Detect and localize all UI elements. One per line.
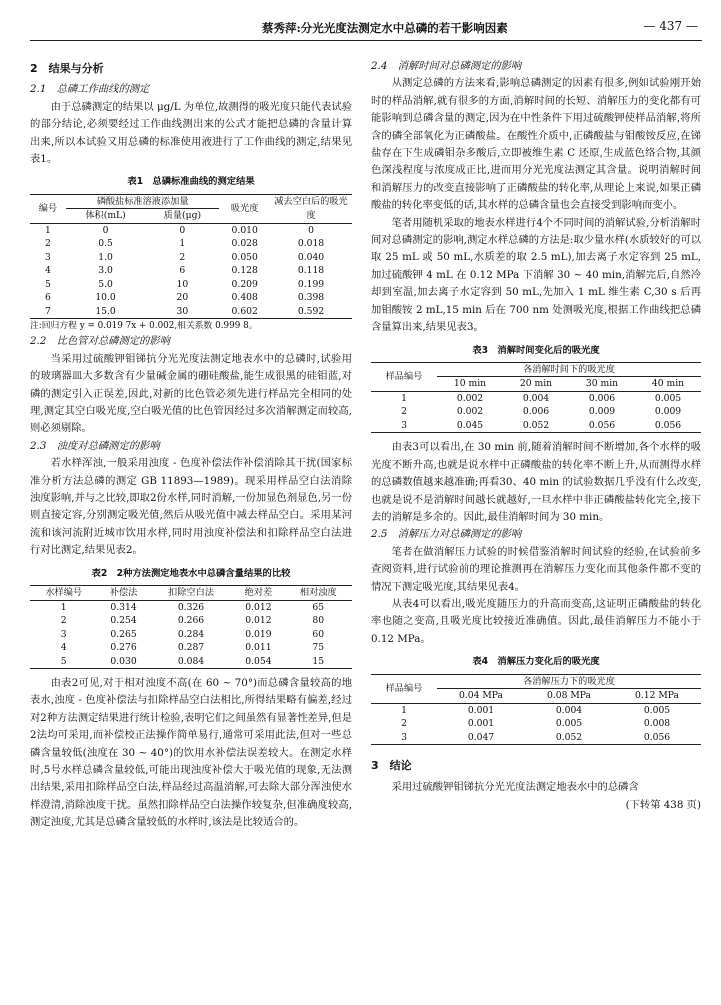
- table-cell: 60: [312, 628, 325, 640]
- table-4: [371, 674, 701, 746]
- table-cell: 0.398: [297, 292, 325, 304]
- table-header: 20 min: [519, 378, 553, 390]
- table-2: [30, 585, 352, 669]
- table-header: 各消解时间下的吸光度: [437, 362, 701, 377]
- paragraph: 笔者用随机采取的地表水样进行4个不同时间的消解试验,分析消解时间对总磷测定的影响,测定水样总磷的方法是:取少量水样(水质较好的可以取 25 mL 或 50 mL,水质差的取 2.5 mL),加去离子水定容到 25 mL,加过硫酸钾 4 mL 在 0.12 MPa 下消解 30 ~ 40 min,消解完后,自然冷却到室温,加去离子水定容到 50 mL,先加入 1 mL 维生素 C,30 s 后再加钼酸铵 2 mL,15 min 后在 700 nm 处测吸光度,根据工作曲线把总磷含量算出来,结果见表3。: [371, 216, 701, 334]
- table-row: [30, 628, 352, 642]
- table-row: [30, 223, 352, 237]
- paragraph: 笔者在做消解压力试验的时候借鉴消解时间试验的经验,在试验前多查阅资料,进行试验前的理论推测再在消解压力变化而其他条件都不变的情况下测定吸光度,其结果见表4。: [371, 545, 701, 593]
- table-cell: 3: [60, 628, 67, 640]
- table-cell: 0.004: [555, 704, 583, 716]
- subsection-heading: 2.3 浊度对总磷测定的影响: [30, 439, 160, 452]
- table-cell: 7: [44, 305, 51, 317]
- table-header: 补偿法: [109, 587, 138, 599]
- table-cell: 0.006: [588, 392, 616, 404]
- table-row: [30, 600, 352, 614]
- table-header: 编号: [38, 203, 58, 215]
- table-header: 30 min: [585, 378, 619, 390]
- table-cell: 0.012: [245, 615, 272, 627]
- table-cell: 6: [44, 292, 51, 304]
- table-cell: 0.199: [297, 278, 325, 290]
- table-row: [371, 703, 701, 717]
- table-cell: 3: [44, 251, 51, 263]
- table-cell: 0.005: [643, 704, 671, 716]
- table-cell: 15.0: [95, 305, 116, 317]
- table-cell: 2: [401, 406, 407, 418]
- table-cell: 0.052: [522, 419, 550, 431]
- subsection-heading: 2.5 消解压力对总磷测定的影响: [371, 528, 522, 541]
- table-header: 减去空白后的吸光度: [274, 196, 348, 221]
- table-row: [30, 614, 352, 628]
- table-header: 相对浊度: [299, 587, 337, 599]
- subsection-heading: 2.1 总磷工作曲线的测定: [30, 83, 150, 96]
- table-header: 样品编号: [385, 371, 423, 383]
- subsection-heading: 2.4 消解时间对总磷测定的影响: [371, 60, 522, 72]
- table-cell: 4: [44, 265, 51, 277]
- header-rule: [30, 40, 702, 41]
- table-cell: 2: [179, 251, 186, 263]
- table-row: [30, 278, 352, 292]
- table-cell: 2: [60, 615, 67, 627]
- paragraph: 从表4可以看出,吸光度随压力的升高而变高,这证明正磷酸盐的转化率也随之变高,且吸光度比较接近准确值。因此,最佳消解压力不能小于 0.12 MPa。: [371, 598, 701, 645]
- table-cell: 1: [401, 392, 407, 404]
- table-cell: 0.5: [98, 238, 113, 250]
- table-header: 吸光度: [230, 203, 259, 215]
- table-cell: 0.002: [456, 392, 484, 404]
- paragraph: 由表2可见,对于相对浊度不高(在 60 ~ 70°)而总磷含量较高的地表水,浊度 - 色度补偿法与扣除样品空白法相比,所得结果略有偏差,经过对2种方法测定结果进行统计检验,表明它们之间虽然有显著性差异,但是2法均可采用,而补偿校正法操作简单易行,通常可采用此法,但对一些总磷含量较低(浊度在 30 ~ 40°)的饮用水补偿法误差较大。在测定水样时,5号水样总磷含量较低,可能出现浊度补偿大于吸光值的现象,无法测出结果,采用扣除样品空白法,样品经过高温消解,可去除大部分浑浊使水样澄清,消除浊度干扰。虽然扣除样品空白法操作较复杂,但准确度较高,测定浊度,尤其是总磷含量较低的水样时,该法是比较适合的。: [30, 677, 353, 829]
- table-cell: 1: [44, 224, 51, 236]
- table-cell: 0.009: [654, 406, 682, 418]
- table-cell: 0.287: [177, 642, 205, 654]
- paragraph: 由于总磷测定的结果以 μg/L 为单位,故测得的吸光度只能代表试验的部分结论,必须要经过工作曲线测出来的公式才能把总磷的含量计算出来,所以本试验又用总磷的标准使用液进行了工作曲线的测定,结果见表1。: [30, 100, 352, 166]
- table-row: [30, 641, 352, 655]
- table-cell: 0.005: [555, 718, 583, 730]
- table-cell: 1.0: [98, 251, 113, 263]
- table-cell: 80: [312, 615, 325, 627]
- table-header: 体积(mL): [85, 210, 126, 222]
- table-cell: 0.028: [231, 238, 258, 250]
- table-cell: 0.056: [643, 731, 671, 743]
- table-cell: 0.602: [231, 305, 258, 317]
- table-cell: 0.001: [467, 718, 495, 730]
- table-cell: 10.0: [95, 292, 116, 304]
- table-header: 扣除空白法: [168, 587, 214, 599]
- table-cell: 1: [60, 601, 67, 613]
- table-cell: 5: [60, 655, 67, 667]
- paragraph: 采用过硫酸钾钼锑抗分光光度法测定地表水中的总磷含: [391, 780, 639, 793]
- table-row: [371, 391, 701, 405]
- table-cell: 0.209: [231, 278, 258, 290]
- table-cell: 0.052: [555, 731, 583, 743]
- table-cell: 0.056: [654, 419, 682, 431]
- table-cell: 0.045: [456, 419, 484, 431]
- table-cell: 2: [44, 238, 51, 250]
- table-cell: 0.040: [297, 251, 325, 263]
- table-cell: 6: [179, 265, 186, 277]
- table-row: [30, 251, 352, 265]
- table-cell: 15: [312, 655, 325, 667]
- continuation-note: (下转第 438 页): [625, 799, 701, 811]
- table-caption: 表2 2种方法测定地表水中总磷含量结果的比较: [91, 567, 291, 579]
- table-cell: 3: [401, 731, 407, 743]
- table-caption: 表4 消解压力变化后的吸光度: [472, 656, 600, 668]
- table-cell: 0.010: [231, 224, 258, 236]
- table-row: [30, 237, 352, 251]
- table-cell: 20: [176, 292, 189, 304]
- table-cell: 0.008: [643, 718, 671, 730]
- table-cell: 0.001: [467, 704, 495, 716]
- table-cell: 0.084: [177, 655, 205, 667]
- table-cell: 0.018: [297, 238, 325, 250]
- table-row: [30, 291, 352, 305]
- table-header: 水样编号: [45, 587, 83, 599]
- table-cell: 2: [401, 718, 407, 730]
- paragraph: 由表3可以看出,在 30 min 前,随着消解时间不断增加,各个水样的吸光度不断升高,也就是说水样中正磷酸盐的转化率不断上升,从而测得水样的总磷数值越来越准确;再看30、40 min 的试验数据几乎没有什么改变,也就是说不是消解时间越长就越好,一旦水样中非正磷酸盐转化完全,接下去的消解是多余的。因此,最佳消解时间为 30 min。: [371, 441, 701, 524]
- table-cell: 0.284: [177, 628, 205, 640]
- table-row: [371, 717, 701, 731]
- table-cell: 0.050: [231, 251, 258, 263]
- table-caption: 表3 消解时间变化后的吸光度: [472, 344, 600, 356]
- table-row: [30, 305, 352, 319]
- table-cell: 5: [44, 278, 51, 290]
- table-cell: 0.019: [245, 628, 272, 640]
- table-row: [371, 405, 701, 419]
- left-column: [30, 58, 352, 832]
- table-header: 40 min: [651, 378, 685, 390]
- paragraph: 从测定总磷的方法来看,影响总磷测定的因素有很多,例如试验刚开始时的样品消解,就有很多的方面,消解时间的长短、消解压力的变化都有可能影响到总磷含量的测定,因为在中性条件下用过硫酸钾使样品消解,将所含的磷全部氧化为正磷酸盐。在酸性介质中,正磷酸盐与钼酸铵反应,在锑盐存在下生成磷钼杂多酸后,立即被维生素 C 还原,生成蓝色络合物,其颜色深浅程度与浓度成正比,进而用分光光度法测定其含量。说明消解时间和消解压力的改变直接影响了正磷酸盐的转化率,从理论上来说,如果正磷酸盐的转化率变低的话,其水样的总磷含量也会直接受到影响而变小。: [371, 77, 701, 212]
- table-3: [371, 362, 701, 434]
- table-cell: 0.276: [110, 642, 137, 654]
- table-cell: 4: [60, 642, 67, 654]
- table-header: 磷酸盐标准溶液添加量: [66, 194, 220, 209]
- table-cell: 10: [176, 278, 189, 290]
- page-number: — 437 —: [643, 19, 698, 33]
- table-row: [371, 731, 701, 745]
- table-header: 各消解压力下的吸光度: [437, 674, 701, 689]
- section-heading: 3 结论: [371, 759, 412, 773]
- table-caption: 表1 总磷标准曲线的测定结果: [127, 176, 255, 188]
- table-cell: 0.128: [231, 265, 258, 277]
- subsection-heading: 2.2 比色管对总磷测定的影响: [30, 335, 170, 348]
- paragraph: 当采用过硫酸钾钼锑抗分光光度法测定地表水中的总磷时,试验用的玻璃器皿大多数含有少量碱金属的硼硅酸盐,能生成很黑的硅钼蓝,对磷的测定引入正误差,因此,对新的比色管必须先进行样品完全相同的处理,测定其空白吸光度,空白吸光值的比色管因经过多次消解测定而较高,则必须剔除。: [30, 352, 352, 435]
- table-row: [30, 655, 352, 669]
- table-cell: 65: [312, 601, 325, 613]
- table-cell: 0.266: [177, 615, 205, 627]
- table-header: 0.08 MPa: [546, 690, 592, 702]
- paragraph: 若水样浑浊,一般采用浊度 - 色度补偿法作补偿消除其干扰(国家标准分析方法总磷的测定 GB 11893—1989)。现采用样品空白法消除浊度影响,并与之比较,即取2份水样,同时消解,一份加显色剂显色,另一份则直接定容,分别测定吸光值,然后从吸光值中减去样品空白。采用某河流和该河流附近城市饮用水样,同时用浊度补偿法和扣除样品空白法进行对比测定,结果见表2。: [30, 457, 352, 557]
- table-cell: 30: [176, 305, 189, 317]
- table-cell: 0.054: [245, 655, 272, 667]
- table-cell: 5.0: [98, 278, 113, 290]
- table-cell: 0.314: [110, 601, 137, 613]
- table-note: 注:回归方程 y = 0.019 7x + 0.002,相关系数 0.999 8。: [30, 321, 258, 332]
- table-cell: 0: [308, 224, 314, 236]
- table-cell: 0.592: [297, 305, 325, 317]
- table-cell: 0.012: [245, 601, 272, 613]
- table-cell: 0: [102, 224, 109, 236]
- table-cell: 0.006: [522, 406, 550, 418]
- table-cell: 0.047: [467, 731, 495, 743]
- section-heading: 2 结果与分析: [30, 62, 104, 75]
- right-column: [371, 58, 701, 814]
- table-cell: 0.005: [654, 392, 682, 404]
- table-header: 0.12 MPa: [634, 690, 680, 702]
- table-cell: 1: [401, 704, 407, 716]
- table-cell: 1: [179, 238, 186, 250]
- table-cell: 0.030: [110, 655, 137, 667]
- table-cell: 0.265: [110, 628, 137, 640]
- table-header: 绝对差: [244, 587, 273, 599]
- table-row: [371, 419, 701, 433]
- table-cell: 0.326: [177, 601, 205, 613]
- table-header: 0.04 MPa: [458, 690, 504, 702]
- table-1: [30, 194, 352, 320]
- table-header: 样品编号: [385, 682, 423, 694]
- page-header: [30, 8, 702, 48]
- running-title: 蔡秀萍:分光光度法测定水中总磷的若干影响因素: [262, 21, 508, 35]
- table-cell: 0.004: [522, 392, 550, 404]
- table-cell: 75: [312, 642, 325, 654]
- table-cell: 0: [179, 224, 186, 236]
- table-header: 质量(μg): [163, 210, 202, 222]
- table-cell: 0.002: [456, 406, 484, 418]
- table-row: [30, 264, 352, 278]
- table-cell: 0.011: [245, 642, 272, 654]
- table-cell: 0.056: [588, 419, 616, 431]
- table-cell: 3.0: [98, 265, 113, 277]
- table-header: 10 min: [453, 378, 487, 390]
- table-cell: 0.254: [110, 615, 137, 627]
- table-cell: 3: [401, 419, 407, 431]
- table-cell: 0.009: [588, 406, 616, 418]
- table-cell: 0.408: [231, 292, 258, 304]
- table-cell: 0.118: [297, 265, 325, 277]
